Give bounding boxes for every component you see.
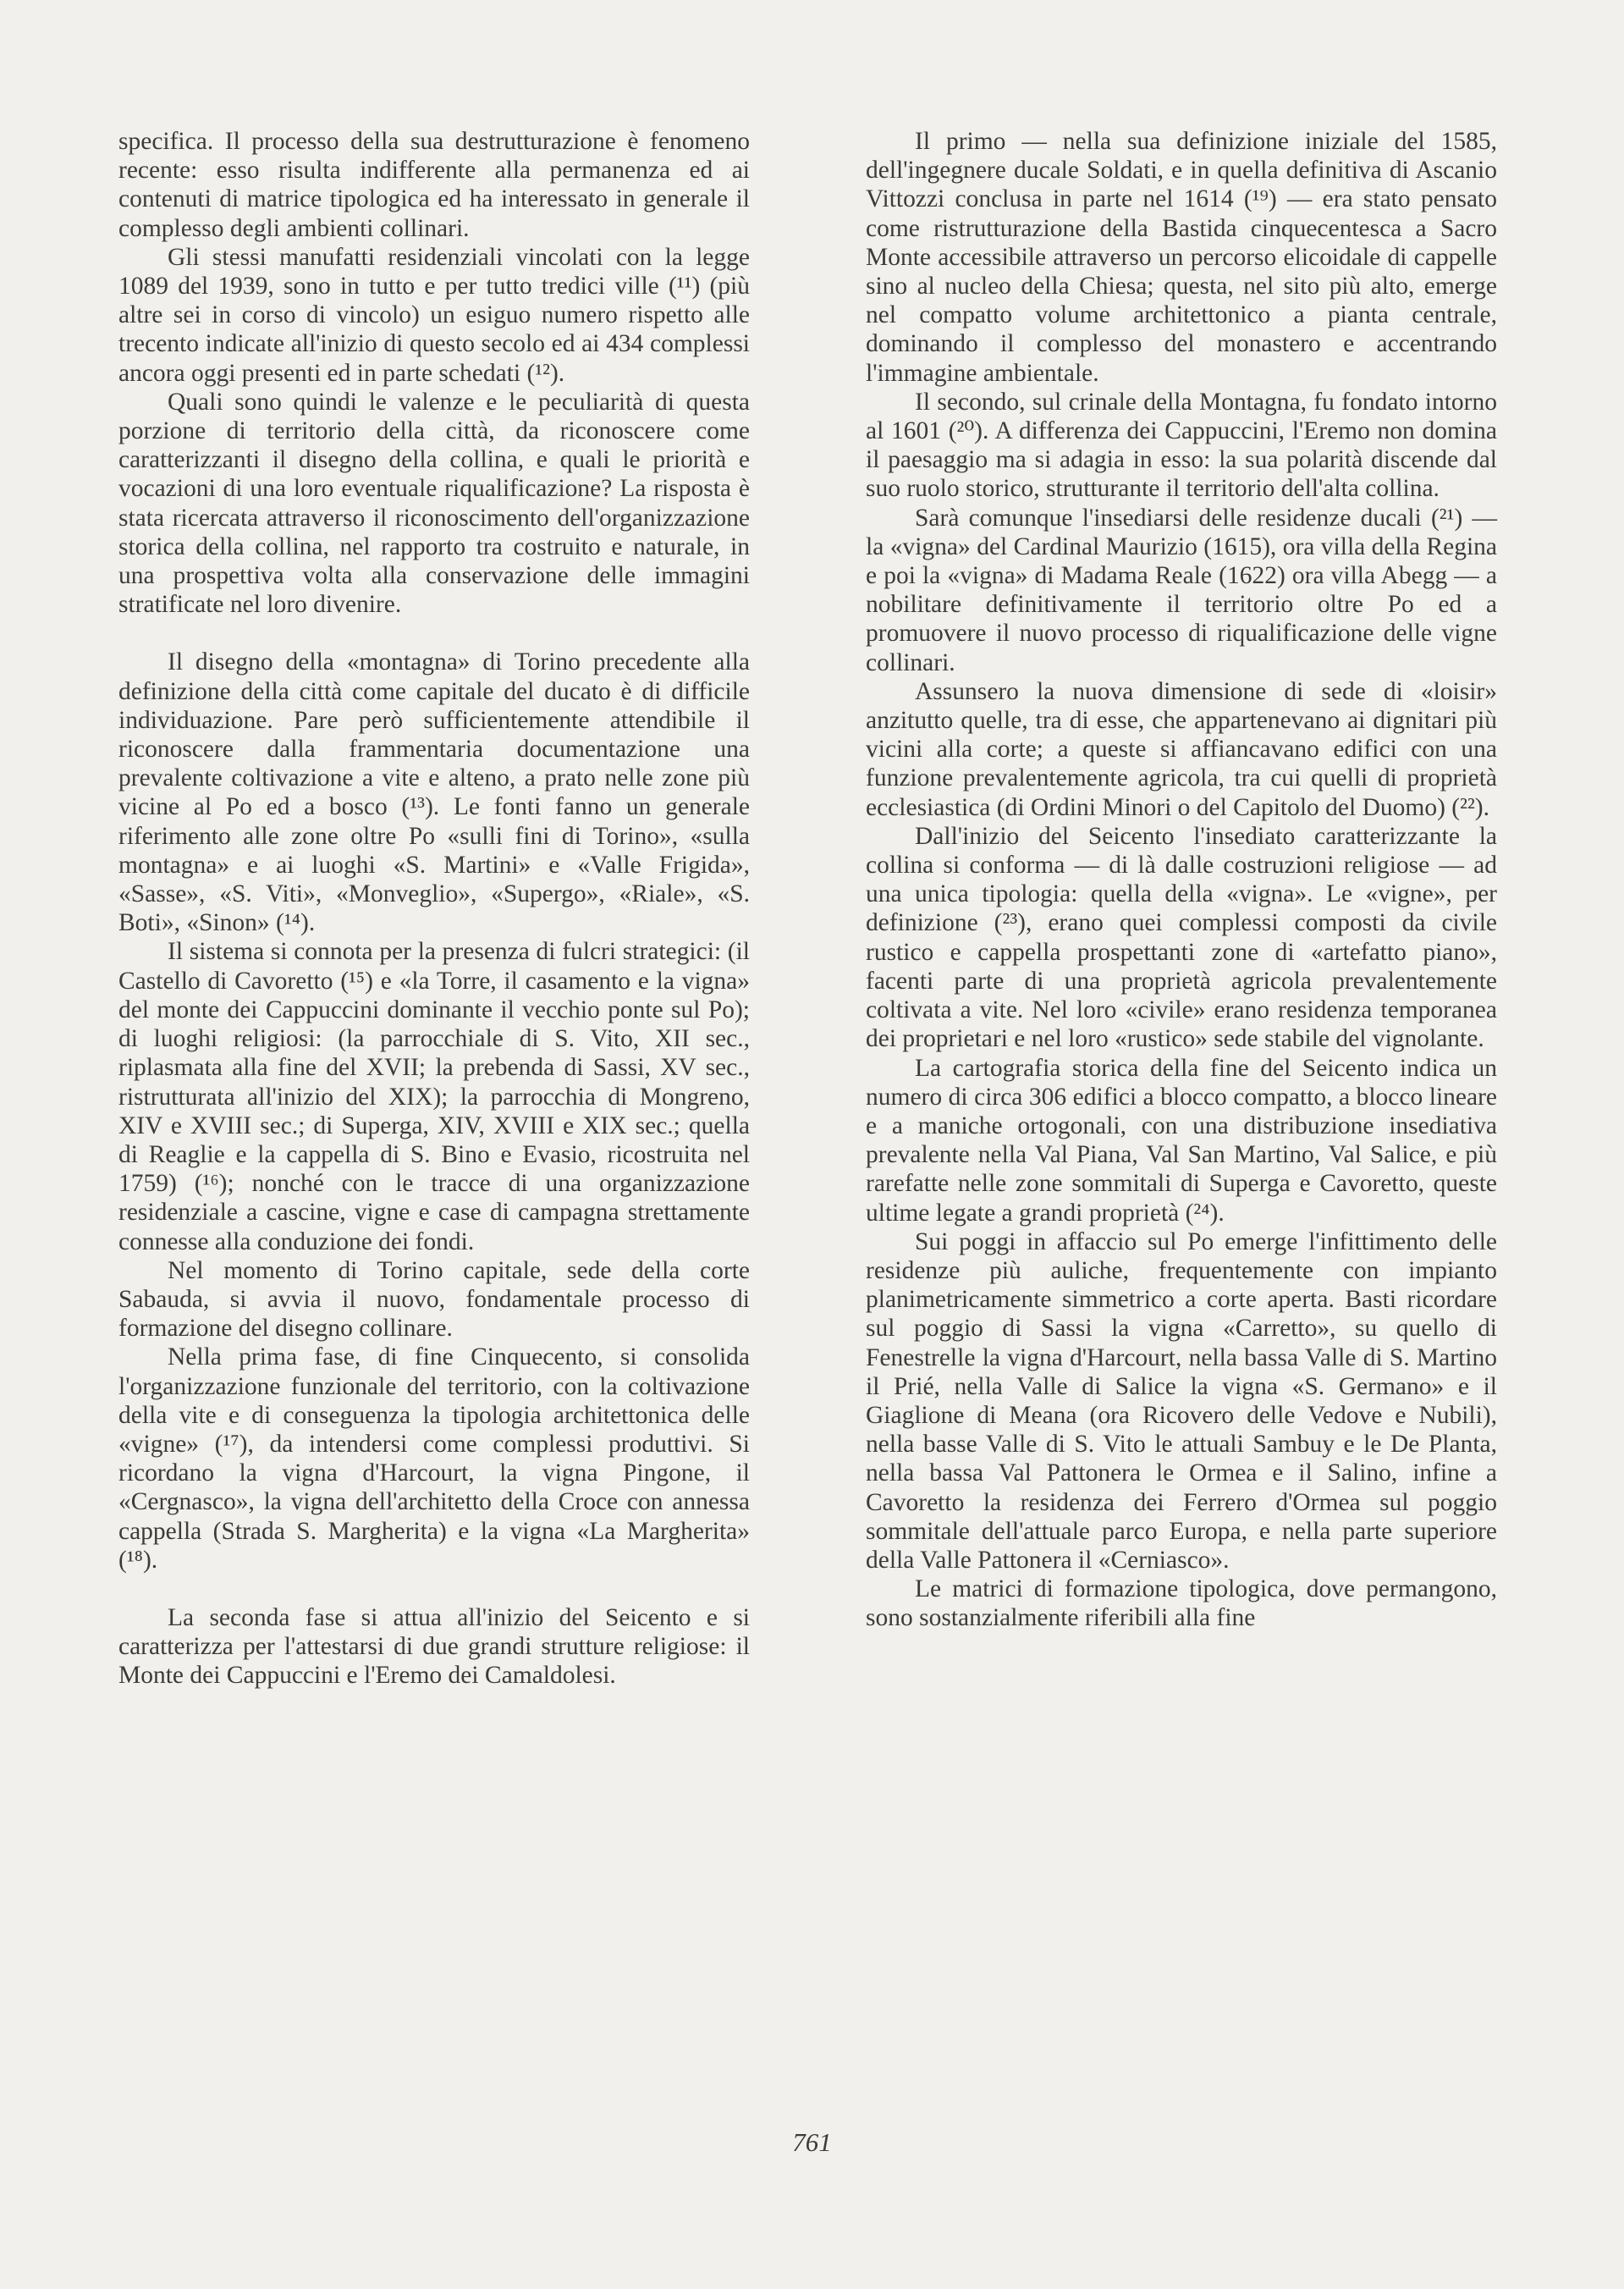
paragraph: Nella prima fase, di fine Cinquecento, si consolida l'organizzazione funzionale del territorio, con la coltivazione della vite e di conseguenza la tipologia architettonica delle «vigne» (¹⁷), da intendersi come complessi produttivi. Si ricordano la vigna d'Harcourt, la vigna Pingone, il «Cergnasco», la vigna dell'architetto della Croce con annessa cappella (Strada S. Margherita) e la vigna «La Margherita» (¹⁸).	[118, 1343, 750, 1574]
left-text-column	[118, 127, 750, 1691]
paragraph: Assunsero la nuova dimensione di sede di «loisir» anzitutto quelle, tra di esse, che appartenevano ai dignitari più vicini alla corte; a queste si affiancavano edifici con una funzione prevalentemente agricola, tra cui quelli di proprietà ecclesiastica (di Ordini Minori o del Capitolo del Duomo) (²²).	[866, 677, 1497, 821]
paragraph: Il secondo, sul crinale della Montagna, fu fondato intorno al 1601 (²⁰). A differenza dei Cappuccini, l'Eremo non domina il paesaggio ma si adagia in esso: la sua polarità discende dal suo ruolo storico, strutturante il territorio dell'alta collina.	[866, 388, 1497, 503]
paragraph: Sui poggi in affaccio sul Po emerge l'infittimento delle residenze più auliche, frequentemente con impianto planimetricamente simmetrico a corte aperta. Basti ricordare sul poggio di Sassi la vigna «Carretto», su quello di Fenestrelle la vigna d'Harcourt, nella bassa Valle di S. Martino il Prié, nella Valle di Salice la vigna «S. Germano» e il Giaglione di Meana (ora Ricovero delle Vedove e Nubili), nella basse Valle di S. Vito le attuali Sambuy e le De Planta, nella bassa Val Pattonera le Ormea e il Salino, infine a Cavoretto la residenza dei Ferrero d'Ormea sul poggio sommitale dell'attuale parco Europa, e nella parte superiore della Valle Pattonera il «Cerniasco».	[866, 1227, 1497, 1574]
paragraph: Quali sono quindi le valenze e le peculiarità di questa porzione di territorio della città, da riconoscere come caratterizzanti il disegno della collina, e quali le priorità e vocazioni di una loro eventuale riqualificazione? La risposta è stata ricercata attraverso il riconoscimento dell'organizzazione storica della collina, nel rapporto tra costruito e naturale, in una prospettiva volta alla conservazione delle immagini stratificate nel loro divenire.	[118, 388, 750, 619]
right-text-column	[866, 127, 1497, 1633]
paragraph: specifica. Il processo della sua destrutturazione è fenomeno recente: esso risulta indifferente alla permanenza ed ai contenuti di matrice tipologica ed ha interessato in generale il complesso degli ambienti collinari.	[118, 128, 750, 242]
paragraph: La seconda fase si attua all'inizio del Seicento e si caratterizza per l'attestarsi di due grandi strutture religiose: il Monte dei Cappuccini e l'Eremo dei Camaldolesi.	[118, 1603, 750, 1690]
page-number: 761	[792, 2127, 832, 2157]
paragraph: Le matrici di formazione tipologica, dove permangono, sono sostanzialmente riferibili alla fine	[866, 1575, 1497, 1632]
paragraph: La cartografia storica della fine del Seicento indica un numero di circa 306 edifici a blocco compatto, a blocco lineare e a maniche ortogonali, con una distribuzione insediativa prevalente nella Val Piana, Val San Martino, Val Salice, e più rarefatte nelle zone sommitali di Superga e Cavoretto, queste ultime legate a grandi proprietà (²⁴).	[866, 1054, 1497, 1227]
paragraph: Gli stessi manufatti residenziali vincolati con la legge 1089 del 1939, sono in tutto e per tutto tredici ville (¹¹) (più altre sei in corso di vincolo) un esiguo numero rispetto alle trecento indicate all'inizio di questo secolo ed ai 434 complessi ancora oggi presenti ed in parte schedati (¹²).	[118, 243, 750, 387]
paragraph: Dall'inizio del Seicento l'insediato caratterizzante la collina si conforma — di là dalle costruzioni religiose — ad una unica tipologia: quella della «vigna». Le «vigne», per definizione (²³), erano quei complessi composti da civile rustico e cappella prospettanti zone di «artefatto piano», facenti parte di una proprietà agricola prevalentemente coltivata a vite. Nel loro «civile» erano residenza temporanea dei proprietari e nel loro «rustico» sede stabile del vignolante.	[866, 822, 1497, 1053]
paragraph: Il sistema si connota per la presenza di fulcri strategici: (il Castello di Cavoretto (¹⁵) e «la Torre, il casamento e la vigna» del monte dei Cappuccini dominante il vecchio ponte sul Po); di luoghi religiosi: (la parrocchiale di S. Vito, XII sec., riplasmata alla fine del XVII; la prebenda di Sassi, XV sec., ristrutturata all'inizio del XIX); la parrocchia di Mongreno, XIV e XVIII sec.; di Superga, XIV, XVIII e XIX sec.; quella di Reaglie e la cappella di S. Bino e Evasio, ricostruita nel 1759) (¹⁶); nonché con le tracce di una organizzazione residenziale a cascine, vigne e case di campagna strettamente connesse alla conduzione dei fondi.	[118, 938, 750, 1255]
paragraph: Nel momento di Torino capitale, sede della corte Sabauda, si avvia il nuovo, fondamentale processo di formazione del disegno collinare.	[118, 1256, 750, 1343]
paragraph: Sarà comunque l'insediarsi delle residenze ducali (²¹) — la «vigna» del Cardinal Maurizio (1615), ora villa della Regina e poi la «vigna» di Madama Reale (1622) ora villa Abegg — a nobilitare definitivamente il territorio oltre Po ed a promuovere il nuovo processo di riqualificazione delle vigne collinari.	[866, 504, 1497, 676]
paragraph: Il primo — nella sua definizione iniziale del 1585, dell'ingegnere ducale Soldati, e in quella definitiva di Ascanio Vittozzi conclusa in parte nel 1614 (¹⁹) — era stato pensato come ristrutturazione della Bastida cinquecentesca a Sacro Monte accessibile attraverso un percorso elicoidale di cappelle sino al nucleo della Chiesa; questa, nel sito più alto, emerge nel compatto volume architettonico a pianta centrale, dominando il complesso del monastero e accentrando l'immagine ambientale.	[866, 128, 1497, 387]
paragraph: Il disegno della «montagna» di Torino precedente alla definizione della città come capitale del ducato è di difficile individuazione. Pare però sufficientemente attendibile il riconoscere dalla frammentaria documentazione una prevalente coltivazione a vite e alteno, a prato nelle zone più vicine al Po ed a bosco (¹³). Le fonti fanno un generale riferimento alle zone oltre Po «sulli fini di Torino», «sulla montagna» e ai luoghi «S. Martini» e «Valle Frigida», «Sasse», «S. Viti», «Monveglio», «Supergo», «Riale», «S. Boti», «Sinon» (¹⁴).	[118, 648, 750, 937]
